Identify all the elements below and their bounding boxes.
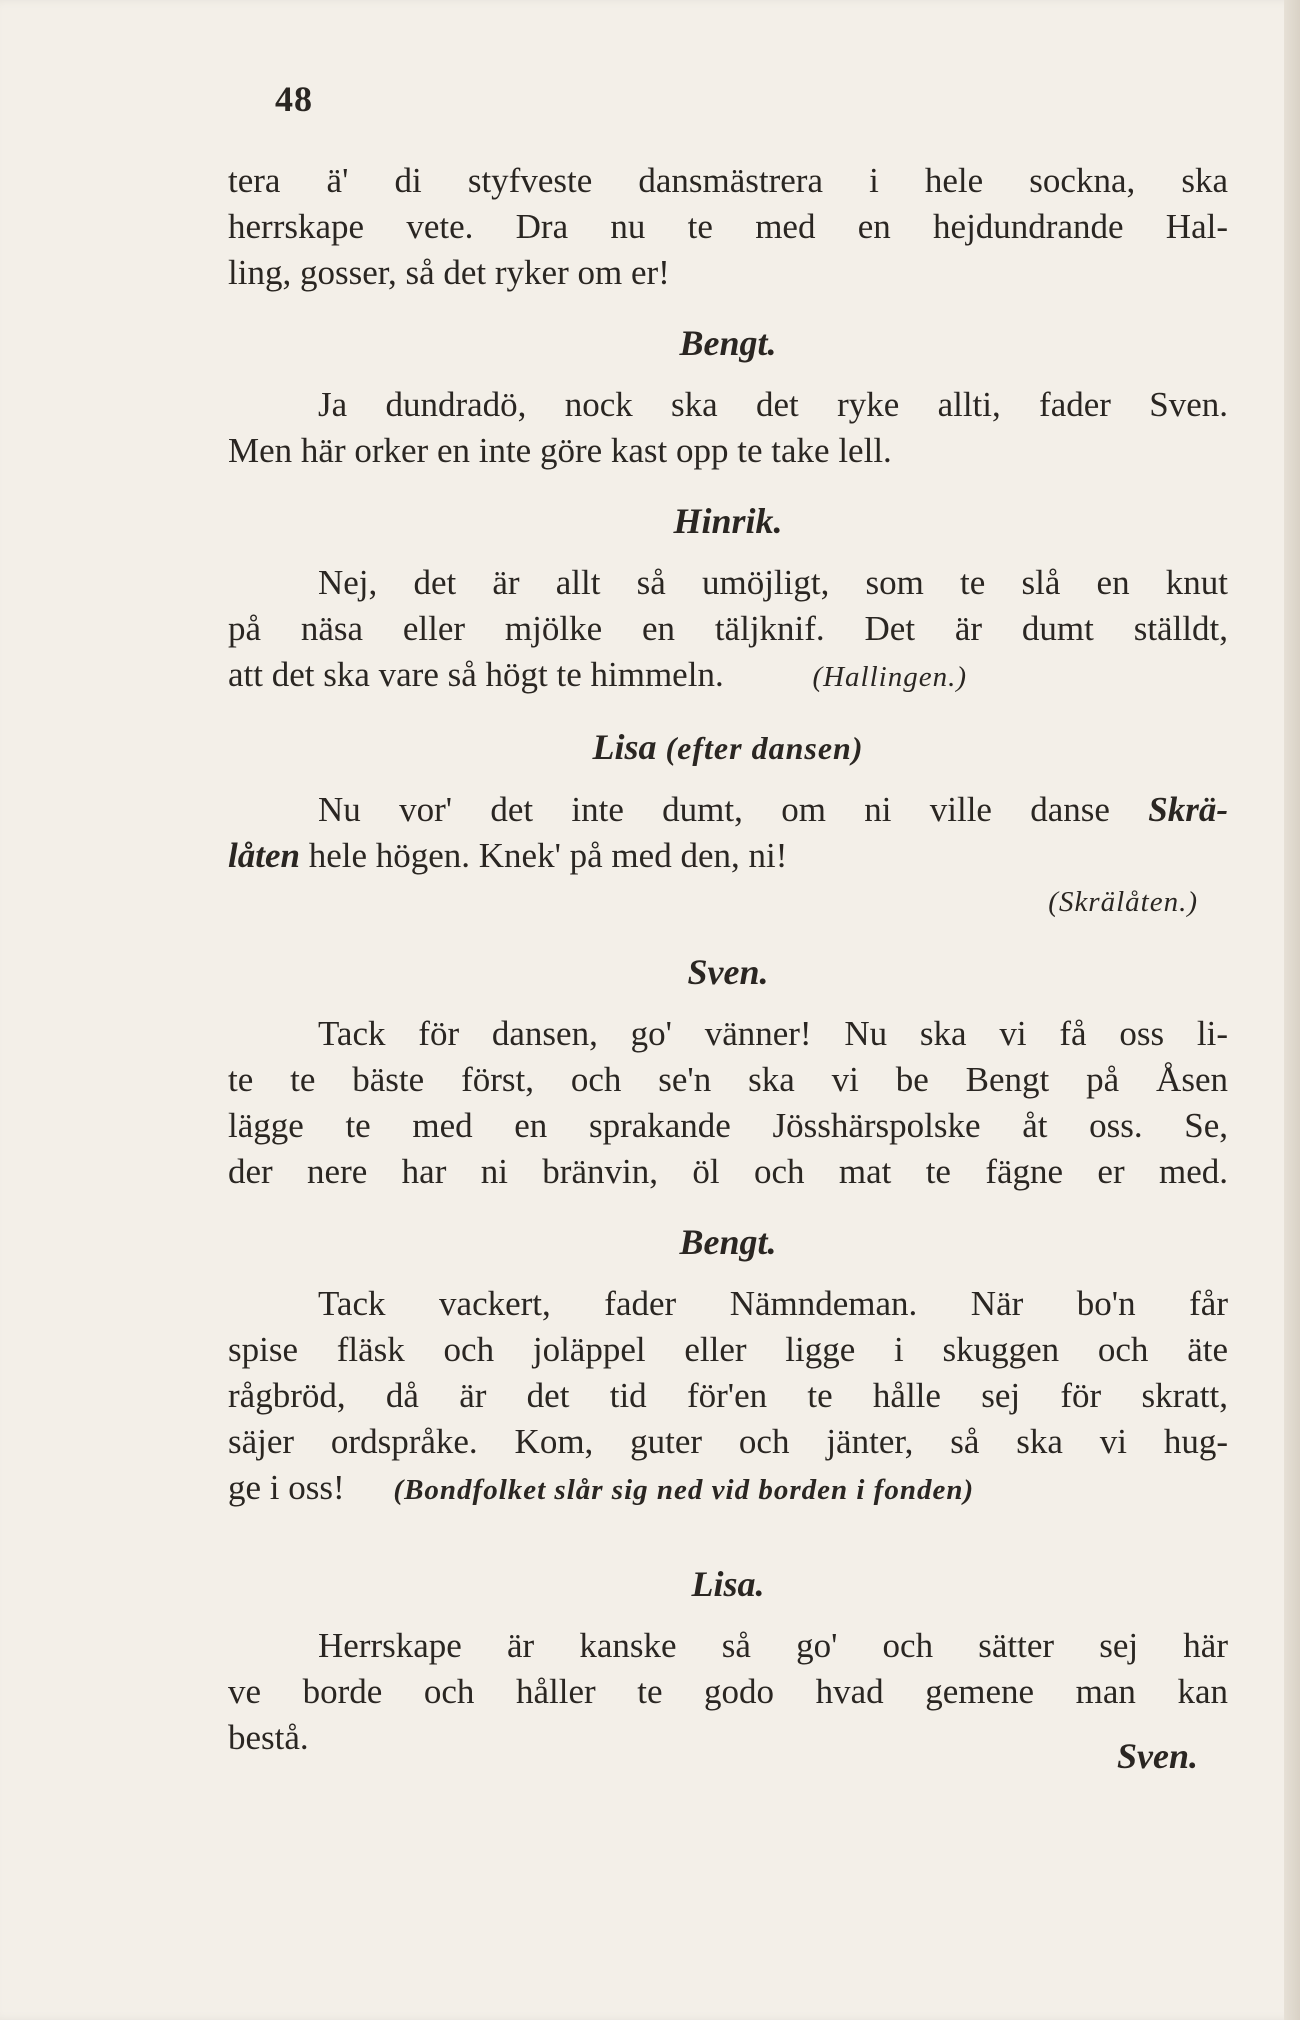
text-line (228, 833, 1228, 879)
song-title: låten (228, 836, 300, 875)
text-line: tera ä' di styfveste dansmästrera i hele sockna, ska (228, 161, 1228, 200)
speaker-name: Lisa. (691, 1564, 765, 1604)
text-line-content: Nu vor' det inte dumt, om ni ville danse (318, 790, 1149, 829)
text-line: lägge te med en sprakande Jösshärspolske åt oss. Se, (228, 1106, 1228, 1145)
speaker-heading (228, 722, 1228, 773)
song-title: Skrä- (1148, 790, 1228, 829)
text-line: te te bäste först, och se'n ska vi be Bengt på Åsen (228, 1060, 1228, 1099)
speaker-name: Bengt. (679, 1222, 777, 1262)
text-line: på näsa eller mjölke en täljknif. Det är dumt ställdt, (228, 609, 1228, 648)
speaker-name: Lisa (592, 727, 657, 767)
page-number: 48 (275, 79, 313, 119)
speaker-name: Sven. (1117, 1736, 1198, 1776)
text-line: Nej, det är allt så umöjligt, som te slå en knut (318, 563, 1228, 602)
text-line (228, 1465, 1228, 1513)
text-line: spise fläsk och joläppel eller ligge i skuggen och äte (228, 1330, 1228, 1369)
text-line: Ja dundradö, nock ska det ryke allti, fader Sven. (318, 385, 1228, 424)
speaker-name: Bengt. (679, 323, 777, 363)
stage-direction: (Hallingen.) (812, 661, 968, 693)
text-line: der nere har ni bränvin, öl och mat te fägne er med. (228, 1152, 1228, 1191)
text-line: rågbröd, då är det tid för'en te hålle sej för skratt, (228, 1376, 1228, 1415)
text-line: bestå. (228, 1718, 309, 1757)
text-line-content: att det ska vare så högt te himmeln. (228, 655, 724, 694)
speaker-name: Hinrik. (673, 501, 783, 541)
text-line: Tack för dansen, go' vänner! Nu ska vi få oss li- (318, 1014, 1228, 1053)
play-text (228, 158, 1228, 1781)
text-line (228, 652, 1228, 700)
text-line: ling, gosser, så det ryker om er! (228, 253, 670, 292)
text-line-content: hele högen. Knek' på med den, ni! (299, 836, 788, 875)
page-edge (1284, 0, 1300, 2020)
text-line: Herrskape är kanske så go' och sätter sej här (318, 1626, 1228, 1665)
text-line: säjer ordspråke. Kom, guter och jänter, så ska vi hug- (228, 1422, 1228, 1461)
text-line: Tack vackert, fader Nämndeman. När bo'n får (318, 1284, 1228, 1323)
stage-direction: (Bondfolket slår sig ned vid borden i fonden) (393, 1474, 975, 1506)
speaker-name: Sven. (687, 952, 769, 992)
text-line (228, 787, 1228, 833)
stage-direction: (efter dansen) (665, 730, 864, 766)
text-line-content: ge i oss! (228, 1468, 345, 1507)
text-line: Men här orker en inte göre kast opp te take lell. (228, 431, 892, 470)
stage-direction: (Skrälåten.) (1048, 886, 1198, 918)
text-line: herrskape vete. Dra nu te med en hejdundrande Hal- (228, 207, 1228, 246)
text-line: ve borde och håller te godo hvad gemene man kan (228, 1672, 1228, 1711)
